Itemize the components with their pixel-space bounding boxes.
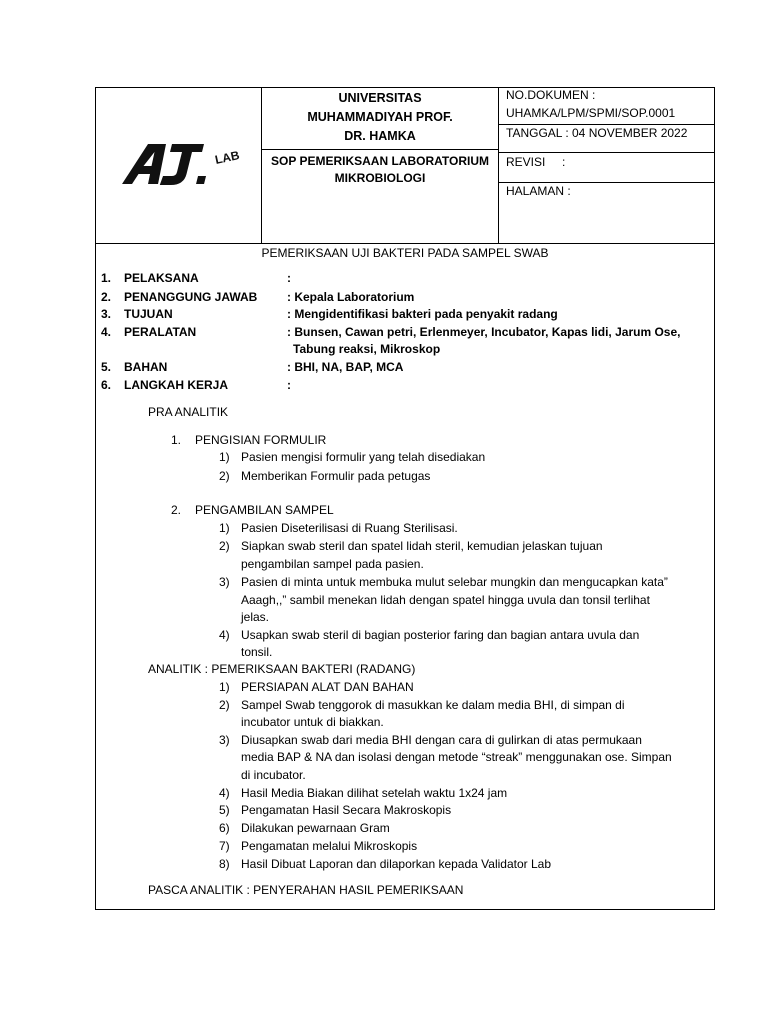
step-text: jelas. <box>241 610 270 624</box>
step-text: Sampel Swab tenggorok di masukkan ke dalam media BHI, di simpan di <box>241 698 625 712</box>
logo-graphic <box>120 136 240 190</box>
step-text: Pengamatan melalui Mikroskopis <box>241 839 418 853</box>
analitik-heading: ANALITIK : PEMERIKSAAN BAKTERI (RADANG) <box>148 662 416 676</box>
header-divider <box>261 149 499 150</box>
step-number: 4) <box>219 628 230 642</box>
field-value: : BHI, NA, BAP, MCA <box>287 360 404 374</box>
step-text: incubator untuk di biakkan. <box>241 715 384 729</box>
field-label: PERALATAN <box>124 325 197 339</box>
section-number: 2. <box>171 503 182 517</box>
header-divider <box>498 152 715 153</box>
field-number: 2. <box>101 290 112 304</box>
step-number: 2) <box>219 698 230 712</box>
revision: REVISI : <box>506 155 566 169</box>
step-text: Pengamatan Hasil Secara Makroskopis <box>241 803 452 817</box>
section-number: 1. <box>171 433 182 447</box>
logo-sub-text: LAB <box>213 148 240 167</box>
doc-number: UHAMKA/LPM/SPMI/SOP.0001 <box>506 106 676 120</box>
document-date: TANGGAL : 04 NOVEMBER 2022 <box>506 126 688 140</box>
sop-title-line: MIKROBIOLOGI <box>334 171 426 185</box>
step-number: 5) <box>219 803 230 817</box>
pasca-analitik-heading: PASCA ANALITIK : PENYERAHAN HASIL PEMERIKSAAN <box>148 883 464 897</box>
step-number: 3) <box>219 733 230 747</box>
step-text: Hasil Media Biakan dilihat setelah waktu 1x24 jam <box>241 786 508 800</box>
field-value: : Mengidentifikasi bakteri pada penyakit radang <box>287 307 558 321</box>
step-number: 7) <box>219 839 230 853</box>
step-text: PERSIAPAN ALAT DAN BAHAN <box>241 680 414 694</box>
step-text: Diusapkan swab dari media BHI dengan cara di gulirkan di atas permukaan <box>241 733 642 747</box>
institution-name <box>262 89 498 146</box>
step-number: 1) <box>219 521 230 535</box>
step-number: 1) <box>219 450 230 464</box>
field-label: LANGKAH KERJA <box>124 378 229 392</box>
step-text: Pasien mengisi formulir yang telah disediakan <box>241 450 486 464</box>
header-divider <box>95 243 715 244</box>
section-title: PENGISIAN FORMULIR <box>195 433 327 447</box>
sop-title <box>262 153 498 187</box>
step-text: Pasien di minta untuk membuka mulut selebar mungkin dan mengucapkan kata” <box>241 575 668 589</box>
step-text: Dilakukan pewarnaan Gram <box>241 821 390 835</box>
step-number: 6) <box>219 821 230 835</box>
pra-analitik-heading: PRA ANALITIK <box>148 405 229 419</box>
page-number: HALAMAN : <box>506 184 571 198</box>
step-text: Hasil Dibuat Laporan dan dilaporkan kepada Validator Lab <box>241 857 551 871</box>
doc-number-label: NO.DOKUMEN : <box>506 88 596 102</box>
procedure-title: PEMERIKSAAN UJI BAKTERI PADA SAMPEL SWAB <box>261 246 549 260</box>
step-number: 2) <box>219 539 230 553</box>
field-label: PENANGGUNG JAWAB <box>124 290 258 304</box>
step-number: 1) <box>219 680 230 694</box>
institution-line: DR. HAMKA <box>344 129 416 143</box>
step-number: 3) <box>219 575 230 589</box>
field-label: TUJUAN <box>124 307 173 321</box>
lab-logo <box>120 136 240 190</box>
step-text: Usapkan swab steril di bagian posterior faring dan bagian antara uvula dan <box>241 628 640 642</box>
field-number: 3. <box>101 307 112 321</box>
step-text: tonsil. <box>241 645 273 659</box>
field-value: : Bunsen, Cawan petri, Erlenmeyer, Incubator, Kapas lidi, Jarum Ose, <box>287 325 681 339</box>
field-number: 6. <box>101 378 112 392</box>
step-number: 8) <box>219 857 230 871</box>
header-divider <box>498 87 499 243</box>
field-number: 4. <box>101 325 112 339</box>
institution-line: MUHAMMADIYAH PROF. <box>307 110 453 124</box>
step-text: Pasien Diseterilisasi di Ruang Sterilisasi. <box>241 521 458 535</box>
field-value-continued: Tabung reaksi, Mikroskop <box>293 342 441 356</box>
sop-title-line: SOP PEMERIKSAAN LABORATORIUM <box>270 154 489 168</box>
field-value: : <box>287 378 291 392</box>
field-number: 1. <box>101 271 112 285</box>
field-number: 5. <box>101 360 112 374</box>
step-text: Siapkan swab steril dan spatel lidah steril, kemudian jelaskan tujuan <box>241 539 603 553</box>
step-text: pengambilan sampel pada pasien. <box>241 557 424 571</box>
step-number: 4) <box>219 786 230 800</box>
field-value: : <box>287 271 291 285</box>
step-text: di incubator. <box>241 768 306 782</box>
institution-line: UNIVERSITAS <box>338 91 422 105</box>
section-title: PENGAMBILAN SAMPEL <box>195 503 334 517</box>
field-label: PELAKSANA <box>124 271 199 285</box>
step-text: Memberikan Formulir pada petugas <box>241 469 431 483</box>
field-label: BAHAN <box>124 360 168 374</box>
step-number: 2) <box>219 469 230 483</box>
step-text: Aaagh,,” sambil menekan lidah dengan spatel hingga uvula dan tonsil terlihat <box>241 593 650 607</box>
field-value: : Kepala Laboratorium <box>287 290 415 304</box>
step-text: media BAP & NA dan isolasi dengan metode “streak” menggunakan ose. Simpan <box>241 750 672 764</box>
